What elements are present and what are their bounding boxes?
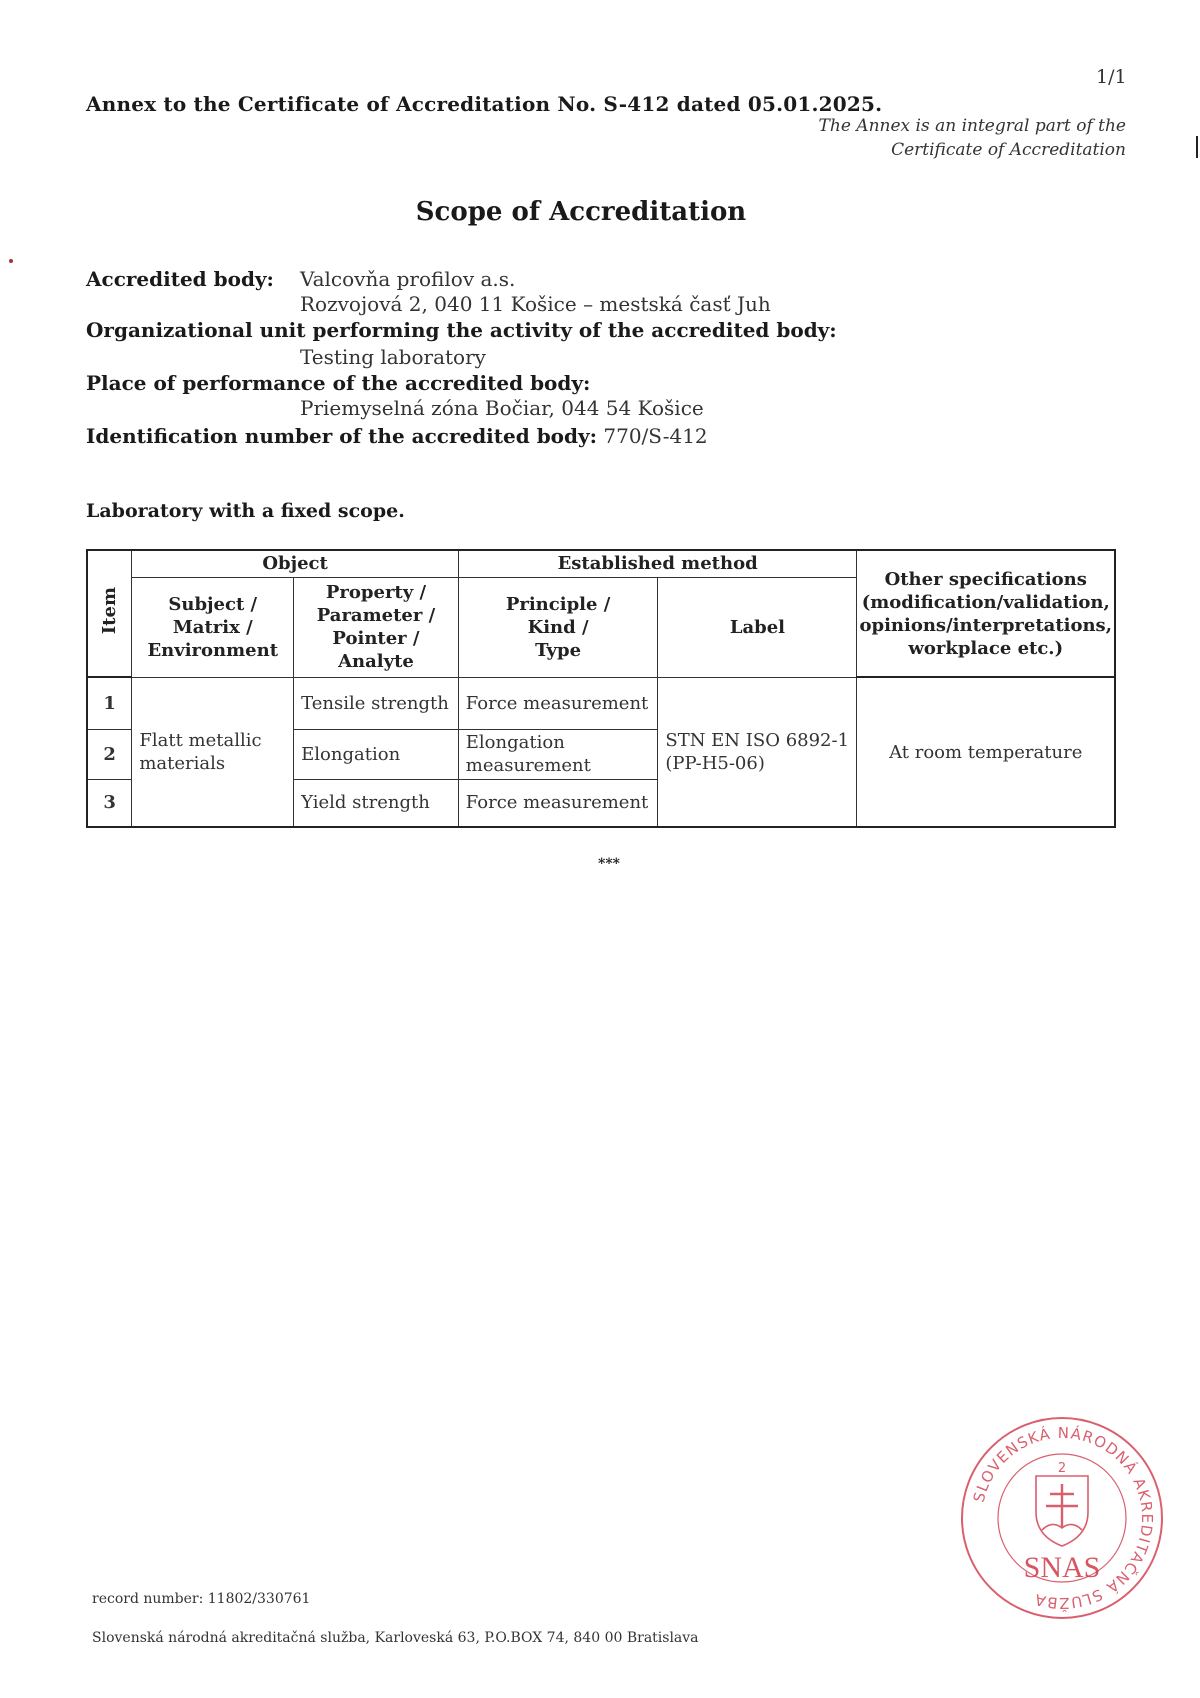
annex-note-line-1: The Annex is an integral part of the xyxy=(818,116,1126,136)
footer-address: Slovenská národná akreditačná služba, Karloveská 63, P.O.BOX 74, 840 00 Bratislava xyxy=(92,1630,699,1646)
other-specifications-header xyxy=(857,550,1115,677)
annex-note xyxy=(819,114,1126,162)
other-header-line-4: workplace etc.) xyxy=(908,637,1064,659)
principle-cell xyxy=(458,729,658,779)
label-line-1: STN EN ISO 6892-1 xyxy=(665,729,850,751)
principle-cell xyxy=(458,779,658,827)
principle-header-line-1: Principle / xyxy=(505,593,611,615)
snas-stamp xyxy=(956,1412,1168,1624)
principle-line-2: measurement xyxy=(465,755,591,776)
subject-cell xyxy=(132,677,294,827)
end-marker: *** xyxy=(598,856,620,872)
label-line-2: (PP-H5-06) xyxy=(665,752,765,774)
accredited-body-name: Valcovňa profilov a.s. xyxy=(300,267,516,291)
accredited-body-name-row xyxy=(300,266,515,292)
stamp-abbr: SNAS xyxy=(1023,1551,1101,1584)
record-number: record number: 11802/330761 xyxy=(92,1591,311,1607)
established-method-header: Established method xyxy=(458,550,857,577)
accredited-body-label: Accredited body: xyxy=(86,267,274,291)
org-unit-label: Organizational unit performing the activity of the accredited body: xyxy=(86,318,837,342)
principle-header-line-2: Kind / xyxy=(527,616,589,638)
property-cell: Tensile strength xyxy=(294,677,459,729)
table-row xyxy=(87,677,1115,729)
principle-header-line-3: Type xyxy=(535,639,582,661)
place-value-row xyxy=(300,395,704,421)
property-header-line-3: Pointer / xyxy=(332,628,420,649)
property-cell: Yield strength xyxy=(294,779,459,827)
place-label: Place of performance of the accredited body: xyxy=(86,371,591,395)
subject-line-2: materials xyxy=(139,752,226,774)
annex-title: Annex to the Certificate of Accreditation No. S-412 dated 05.01.2025. xyxy=(86,92,883,116)
property-header-line-1: Property / xyxy=(325,582,427,603)
id-number-value: 770/S-412 xyxy=(603,424,708,448)
property-header-line-4: Analyte xyxy=(338,651,414,672)
accredited-body-address: Rozvojová 2, 040 11 Košice – mestská časť Juh xyxy=(300,292,771,316)
org-unit-label-row xyxy=(86,317,837,343)
accredited-body-label-row xyxy=(86,266,274,292)
scope-table xyxy=(86,549,1116,828)
stamp-ring-text: SLOVENSKÁ NÁRODNÁ AKREDITAČNÁ SLUŽBA xyxy=(969,1423,1157,1613)
object-header: Object xyxy=(132,550,458,577)
label-cell xyxy=(658,677,857,827)
label-header: Label xyxy=(658,577,857,677)
subject-header-line-3: Environment xyxy=(147,639,279,661)
other-cell: At room temperature xyxy=(857,677,1115,827)
principle-header xyxy=(458,577,658,677)
subject-header-line-2: Matrix / xyxy=(172,616,253,638)
accredited-body-address-row xyxy=(300,291,771,317)
property-header xyxy=(294,577,459,677)
principle-cell xyxy=(458,677,658,729)
page-title: Scope of Accreditation xyxy=(415,197,747,227)
scan-dot xyxy=(9,259,13,263)
subject-header xyxy=(132,577,294,677)
principle-line-1: Force measurement xyxy=(465,692,649,714)
org-unit-value-row xyxy=(300,344,486,370)
item-header xyxy=(87,550,132,677)
id-number-label: Identification number of the accredited body: xyxy=(86,424,598,448)
property-cell: Elongation xyxy=(294,729,459,779)
place-label-row xyxy=(86,370,590,396)
scope-type: Laboratory with a fixed scope. xyxy=(86,500,405,522)
annex-note-line-2: Certificate of Accreditation xyxy=(891,140,1126,160)
item-number: 3 xyxy=(87,779,132,827)
principle-line-1: Elongation xyxy=(465,732,565,753)
edge-mark xyxy=(1196,136,1198,158)
slovak-coat-of-arms-icon xyxy=(1036,1476,1088,1546)
item-header-text: Item xyxy=(99,586,121,635)
place-value: Priemyselná zóna Bočiar, 044 54 Košice xyxy=(300,396,704,420)
item-number: 2 xyxy=(87,729,132,779)
other-header-line-1: Other specifications xyxy=(884,568,1087,590)
page-number: 1/1 xyxy=(1096,66,1127,88)
other-header-line-3: opinions/interpretations, xyxy=(859,614,1112,636)
principle-line-1: Force measurement xyxy=(465,792,649,814)
subject-line-1: Flatt metallic xyxy=(139,729,262,751)
org-unit-value: Testing laboratory xyxy=(300,345,486,369)
property-header-line-2: Parameter / xyxy=(316,605,436,626)
table-header-row-1 xyxy=(87,550,1115,577)
subject-header-line-1: Subject / xyxy=(168,593,258,615)
stamp-number: 2 xyxy=(1057,1461,1067,1476)
item-number: 1 xyxy=(87,677,132,729)
other-header-line-2: (modification/validation, xyxy=(861,591,1110,613)
id-number-row xyxy=(86,423,708,449)
